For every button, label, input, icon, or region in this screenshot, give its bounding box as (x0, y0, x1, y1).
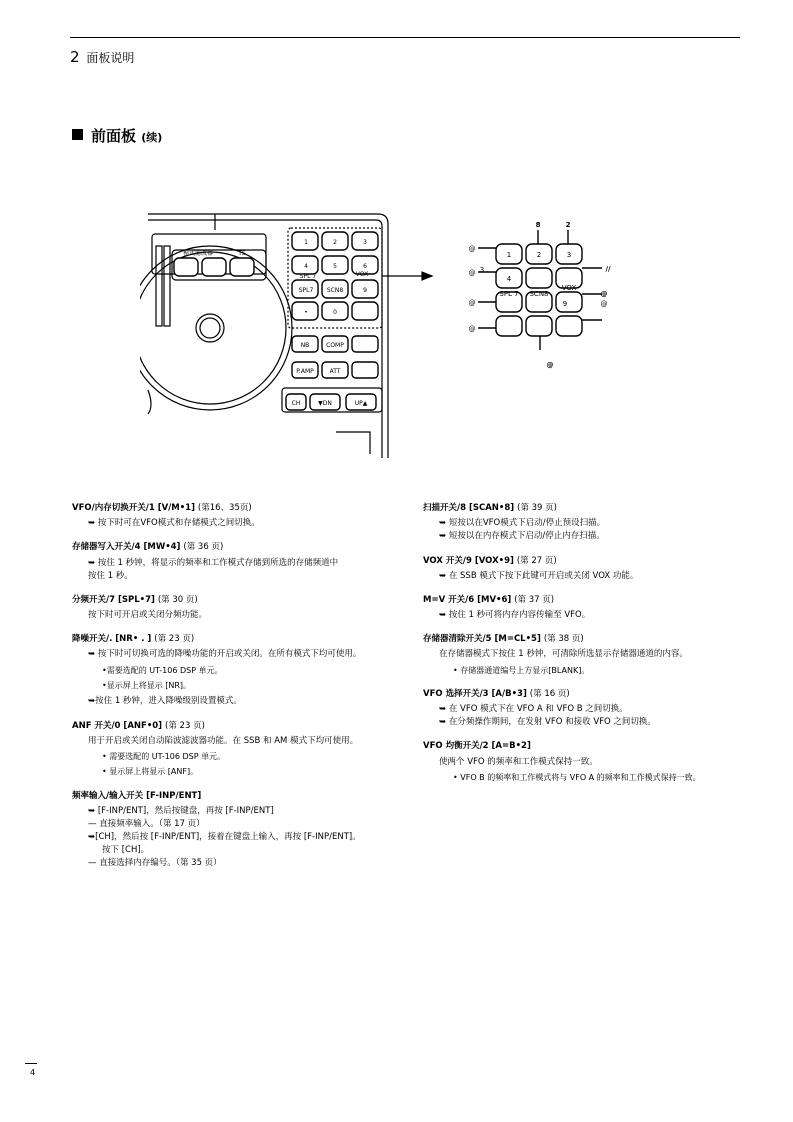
function-entry (72, 633, 412, 708)
zoom-key-scn: SCN8 (529, 290, 549, 298)
key-up: UP▲ (354, 400, 368, 407)
key-9: 9 (363, 287, 367, 294)
entry-line: ➥ 按下时可在VFO模式和存储模式之间切换。 (88, 518, 260, 529)
key-6: 6 (363, 263, 367, 270)
entry-title-text: M=V 开关/6 [MV•6] (423, 594, 512, 605)
entry-line: ➥ 按住 1 秒钟，将显示的频率和工作模式存储到所选的存储频道中 (88, 557, 339, 568)
page-reference: (第 23 页) (165, 720, 205, 731)
entry-line: ➥ 短按以在VFO模式下启动/停止预设扫描。 (439, 518, 606, 529)
entry-title (72, 541, 412, 554)
callout-right-c: @ (600, 300, 608, 308)
entry-line: • 需要选配的 UT-106 DSP 单元。 (102, 751, 226, 761)
entry-title-text: 存储器写入开关/4 [MW•4] (72, 542, 181, 553)
section-title (72, 125, 162, 146)
zoom-key-3: 3 (566, 251, 572, 259)
entry-line: — 直接频率输入。（第 17 页） (88, 818, 205, 829)
callout-bottom: @ (546, 361, 554, 369)
entry-line: • VFO B 的频率和工作模式将与 VFO A 的频率和工作模式保持一致。 (453, 772, 701, 782)
key-dot: • (304, 309, 308, 316)
entry-line: ➥ 在 SSB 模式下按下此键可开启或关闭 VOX 功能。 (439, 570, 639, 581)
function-entry (72, 502, 412, 530)
callout-left-a: @ (468, 245, 476, 253)
function-entry (72, 720, 412, 779)
entry-title-text: 降噪开关/. [NR• . ] (72, 634, 152, 645)
entry-line: 按下 [CH]。 (102, 845, 150, 856)
entry-line: 按下时可开启或关闭分频功能。 (88, 610, 208, 621)
key-att: ATT (329, 368, 341, 375)
entry-title (423, 502, 743, 515)
entry-line: • 显示屏上将显示 [ANF]。 (102, 767, 199, 777)
callout-left-d: @ (468, 325, 476, 333)
entry-title-text: 频率输入/输入开关 [F-INP/ENT] (72, 790, 202, 801)
entry-title-text: VOX 开关/9 [VOX•9] (423, 555, 514, 566)
function-entry (72, 594, 412, 622)
entry-line: 在存储器模式下按住 1 秒钟，可清除所选显示存储器通道的内容。 (439, 649, 688, 660)
entry-title (423, 633, 743, 646)
page-reference: (第 39 页) (517, 503, 557, 513)
entry-line: ➥ 短按以在内存模式下启动/停止内存扫描。 (439, 531, 605, 542)
section-subtitle: (续) (141, 131, 163, 144)
page-reference: (第 16 页) (529, 688, 570, 699)
entry-title-text: VFO 均衡开关/2 [A=B•2] (423, 741, 531, 752)
key-dn: ▼DN (318, 400, 332, 407)
key-8: SCN8 (326, 287, 344, 294)
header-rule (70, 37, 740, 38)
entry-title (72, 720, 412, 733)
entry-line: •显示屏上将显示 [NR]。 (102, 680, 192, 690)
zoom-key-4: 4 (506, 275, 512, 283)
function-entry (423, 502, 743, 544)
key-pamp: P.AMP (296, 368, 314, 375)
function-entry (423, 740, 743, 784)
page-header (70, 48, 134, 66)
entry-title-text: 分频开关/7 [SPL•7] (72, 594, 155, 605)
entry-title (423, 740, 743, 753)
page-reference: (第 27 页) (516, 555, 557, 566)
entry-line: ➥按住 1 秒钟，进入降噪级别设置模式。 (88, 696, 242, 707)
page-number: 4 (30, 1068, 36, 1077)
key-0: 0 (333, 309, 337, 316)
page-reference: (第 38 页) (543, 634, 584, 645)
entry-line: 用于开启或关闭自动陷波滤波器功能。在 SSB 和 AM 模式下均可使用。 (88, 735, 359, 746)
callout-top-b: 2 (565, 221, 571, 229)
section-title-text: 前面板 (91, 127, 137, 145)
front-panel-figure (140, 210, 620, 460)
callout-right-b: @ (600, 290, 608, 298)
page-reference: (第 36 页) (183, 542, 224, 553)
entry-title-text: VFO 选择开关/3 [A/B•3] (423, 688, 527, 699)
label-vox: VOX (355, 271, 369, 278)
entry-title-text: 存储器清除开关/5 [M=CL•5] (423, 634, 541, 645)
entry-line: ➥ 按住 1 秒可将内存内容传输至 VFO。 (439, 610, 591, 621)
function-entry (423, 633, 743, 677)
key-4: 4 (304, 263, 308, 270)
square-bullet-icon (72, 129, 83, 140)
entry-title (423, 688, 743, 701)
label-ts: TS (238, 250, 246, 257)
entry-title-text: ANF 开关/0 [ANF•0] (72, 720, 163, 731)
chapter-number: 2 (70, 48, 80, 66)
key-1: 1 (304, 239, 308, 246)
key-7: SPL7 (298, 287, 314, 294)
entry-title-text: 扫描开关/8 [SCAN•8] (423, 503, 515, 513)
page-reference: (第 30 页) (157, 594, 198, 605)
function-entry (423, 594, 743, 622)
zoom-key-2: 2 (536, 251, 542, 259)
key-2: 2 (333, 239, 337, 246)
function-entry (72, 541, 412, 583)
key-comp: COMP (326, 342, 344, 349)
entry-line: 使两个 VFO 的频率和工作模式保持一致。 (439, 756, 598, 767)
label-spl: SPL 7 (299, 273, 317, 280)
callout-top-a: 8 (535, 221, 541, 229)
zoom-key-spl: SPL 7 (499, 290, 519, 298)
entry-title (72, 594, 412, 607)
key-5: 5 (333, 263, 337, 270)
zoom-key-1: 1 (506, 251, 512, 259)
zoom-label-vox: VOX (561, 284, 577, 292)
callout-right-a: // (605, 265, 611, 273)
page-reference: (第 37 页) (514, 594, 555, 605)
key-ch: CH (291, 400, 301, 407)
entry-line: 按住 1 秒。 (88, 570, 133, 581)
zoom-key-9: 9 (562, 300, 568, 308)
label-mode-filter: 模式滤波器 (182, 250, 214, 257)
chapter-title: 面板说明 (86, 51, 135, 65)
entry-title (72, 502, 412, 515)
entry-line: • 存储器通道编号上方显示[BLANK]。 (453, 665, 590, 675)
entry-title (423, 594, 743, 607)
callout-left-c: @ (468, 299, 476, 307)
entry-line: ➥ 在分频操作期间，在发射 VFO 和接收 VFO 之间切换。 (439, 717, 656, 728)
entry-line: ➥ 在 VFO 模式下在 VFO A 和 VFO B 之间切换。 (439, 704, 628, 715)
entry-title (423, 555, 743, 568)
entry-line: ➥[CH]，然后按 [F-INP/ENT]，接着在键盘上输入，再按 [F-INP/ENT]。 (88, 832, 361, 843)
page-reference: (第 23 页) (154, 634, 195, 645)
entry-line: ➥ [F-INP/ENT]，然后按键盘，再按 [F-INP/ENT] (88, 805, 274, 816)
entry-line: — 直接选择内存编号。（第 35 页） (88, 858, 222, 869)
callout-left-b: @ (468, 269, 476, 277)
left-column (72, 502, 412, 882)
page-reference: (第16、35页) (197, 503, 252, 513)
key-nb: NB (300, 342, 310, 349)
function-entry (423, 555, 743, 583)
footer-rule (25, 1063, 37, 1064)
function-entry (72, 790, 412, 871)
entry-line: ➥ 按下时可切换可选的降噪功能的开启或关闭。在所有模式下均可使用。 (88, 649, 362, 660)
key-3: 3 (363, 239, 367, 246)
function-entry (423, 688, 743, 730)
entry-title (72, 633, 412, 646)
entry-title (72, 790, 412, 803)
entry-line: •需要选配的 UT-106 DSP 单元。 (102, 665, 223, 675)
callout-side-3: 3 (479, 266, 485, 274)
entry-title-text: VFO/内存切换开关/1 [V/M•1] (72, 503, 195, 513)
right-column (423, 502, 743, 795)
